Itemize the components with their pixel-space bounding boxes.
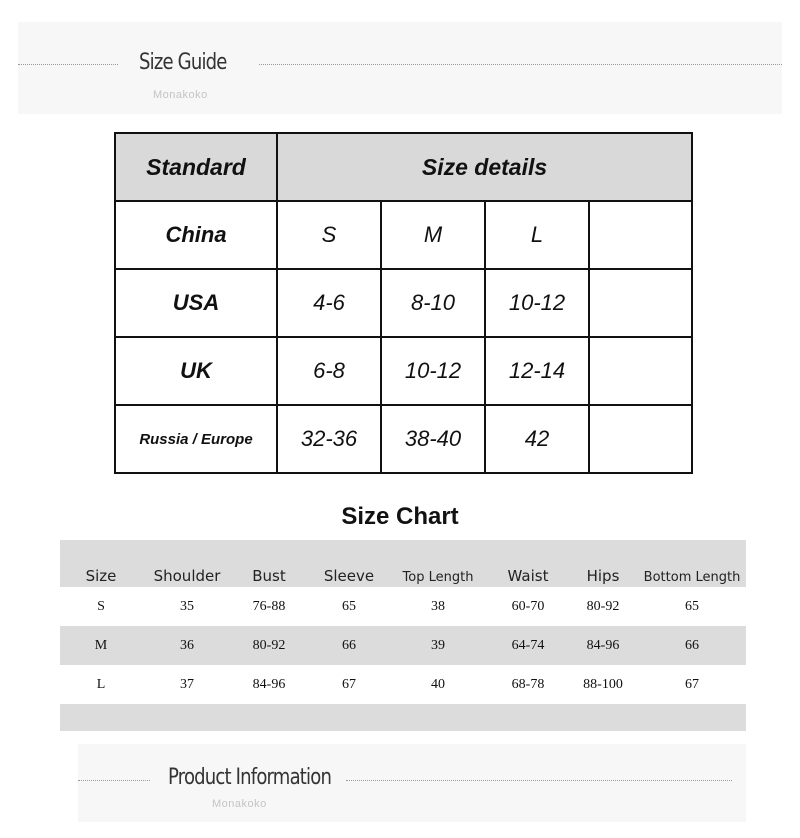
column-header: Waist <box>507 567 549 585</box>
table-cell <box>589 269 692 337</box>
table-cell: 4-6 <box>277 269 381 337</box>
column-header: Bottom Length <box>643 570 741 585</box>
divider <box>78 780 150 781</box>
size-chart-table <box>60 540 746 731</box>
table-cell: 8-10 <box>381 269 485 337</box>
column-header: Size <box>85 567 117 585</box>
product-info-title: Product Information <box>168 765 332 790</box>
table-cell: S <box>277 201 381 269</box>
table-cell: 65 <box>342 598 356 614</box>
table-cell: S <box>97 598 105 614</box>
table-cell: 60-70 <box>511 598 545 614</box>
table-cell: 40 <box>431 676 445 692</box>
size-chart-title: Size Chart <box>341 503 459 530</box>
divider <box>346 780 732 781</box>
chart-header-row <box>60 540 746 587</box>
table-cell: 10-12 <box>381 337 485 405</box>
table-row <box>60 665 746 704</box>
table-cell: 38-40 <box>381 405 485 473</box>
size-guide-banner <box>18 22 782 114</box>
table-cell: 10-12 <box>485 269 589 337</box>
table-row <box>115 337 692 405</box>
chart-footer-bar <box>60 704 746 731</box>
table-cell: M <box>381 201 485 269</box>
product-info-banner <box>78 744 746 822</box>
table-cell: 32-36 <box>277 405 381 473</box>
table-cell: 67 <box>342 676 356 692</box>
table-row <box>60 587 746 626</box>
column-header: Top Length <box>402 570 474 585</box>
row-label: Russia / Europe <box>115 405 277 473</box>
divider <box>259 64 782 65</box>
table-cell: 66 <box>342 637 356 653</box>
table-cell: 36 <box>180 637 194 653</box>
product-info-subtitle: Monakoko <box>212 798 267 810</box>
table-row <box>115 269 692 337</box>
column-header: Hips <box>586 567 620 585</box>
column-header: Sleeve <box>323 567 375 585</box>
table-cell: M <box>94 637 108 653</box>
table-cell <box>589 405 692 473</box>
table-cell: 64-74 <box>511 637 545 653</box>
table-cell: L <box>96 676 106 692</box>
table-cell: 67 <box>685 676 699 692</box>
table-cell: 80-92 <box>586 598 620 614</box>
table-cell: 66 <box>685 637 699 653</box>
size-details-header: Size details <box>277 133 692 201</box>
table-row <box>115 201 692 269</box>
table-cell: 68-78 <box>511 676 545 692</box>
standard-header: Standard <box>115 133 277 201</box>
column-header: Shoulder <box>153 567 221 585</box>
table-cell: 76-88 <box>252 598 286 614</box>
table-cell: 84-96 <box>586 637 620 653</box>
table-row <box>115 405 692 473</box>
row-label: UK <box>115 337 277 405</box>
table-cell: 38 <box>431 598 445 614</box>
table-cell: 84-96 <box>252 676 286 692</box>
table-cell: 88-100 <box>583 676 623 692</box>
table-row <box>60 626 746 665</box>
table-cell: 12-14 <box>485 337 589 405</box>
table-cell: L <box>485 201 589 269</box>
table-cell: 35 <box>180 598 194 614</box>
table-cell: 65 <box>685 598 699 614</box>
divider <box>18 64 118 65</box>
column-header: Bust <box>252 567 286 585</box>
table-cell: 37 <box>180 676 194 692</box>
table-cell: 80-92 <box>252 637 286 653</box>
table-header-row <box>115 133 692 201</box>
row-label: USA <box>115 269 277 337</box>
table-cell: 39 <box>431 637 445 653</box>
table-cell: 6-8 <box>277 337 381 405</box>
size-guide-title: Size Guide <box>139 50 227 75</box>
row-label: China <box>115 201 277 269</box>
size-guide-subtitle: Monakoko <box>153 89 208 101</box>
table-cell <box>589 337 692 405</box>
size-conversion-table <box>114 132 693 474</box>
table-cell: 42 <box>485 405 589 473</box>
table-cell <box>589 201 692 269</box>
